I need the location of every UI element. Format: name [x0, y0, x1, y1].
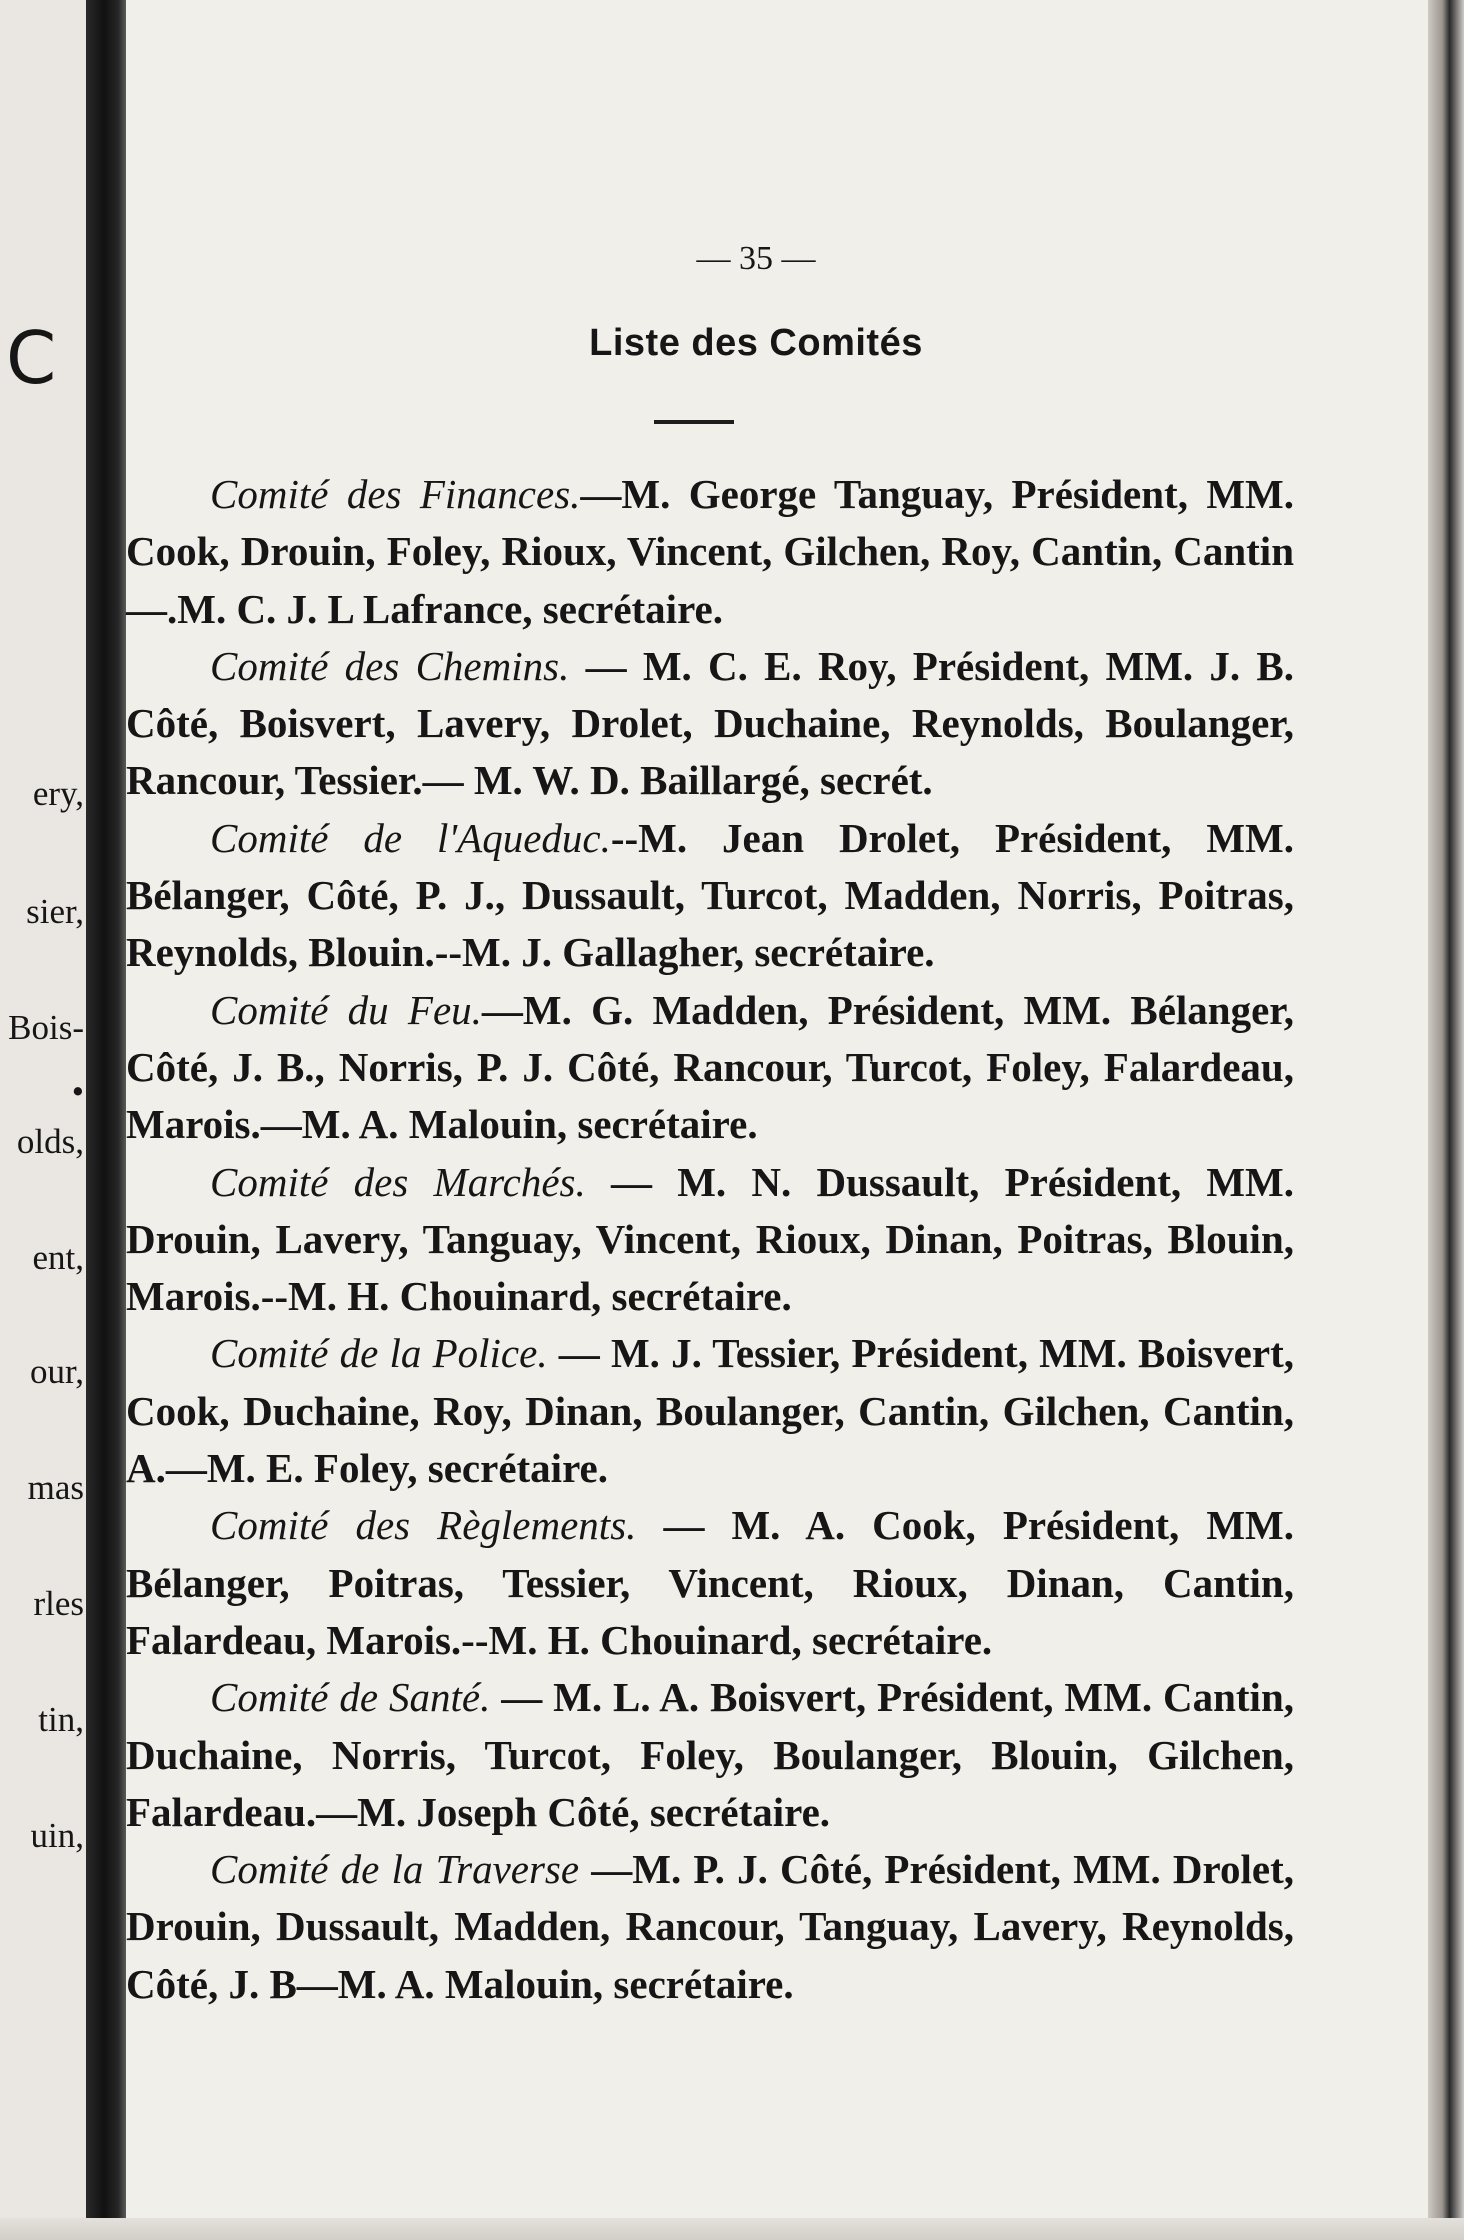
committee-name: Comité de Santé.: [210, 1674, 491, 1721]
committee-members: —M. G. Madden, Président, MM. Bélanger, Côté, J. B., Norris, P. J. Côté, Rancour, Turcot, Foley, Falardeau, Marois.—M. A. Malouin, secrétaire.: [126, 986, 1294, 1148]
left-page-fragment: uin,: [30, 1816, 84, 1855]
committee-members: — M. N. Dussault, Président, MM. Drouin, Lavery, Tanguay, Vincent, Rioux, Dinan, Poitras, Blouin, Marois.--M. H. Chouinard, secrétaire.: [126, 1158, 1294, 1320]
committee-name: Comité de l'Aqueduc.: [210, 814, 611, 861]
left-facing-page: [0, 0, 92, 2240]
committee-name: Comité de la Traverse: [210, 1846, 580, 1893]
committee-name: Comité du Feu.: [210, 986, 482, 1033]
right-page-edge: [1428, 0, 1464, 2240]
left-page-fragment: •: [71, 1072, 84, 1111]
main-page: [126, 0, 1428, 2240]
page-title: Liste des Comités: [589, 322, 923, 364]
committee-entry: [126, 638, 1294, 810]
left-page-fragment: ery,: [32, 774, 84, 813]
left-page-heading-fragment: C: [6, 316, 59, 400]
committee-list: [126, 466, 1294, 2013]
title-rule: [654, 420, 734, 424]
committee-entry: [126, 1154, 1294, 1326]
left-page-fragment: mas: [27, 1468, 84, 1507]
left-page-fragment: olds,: [16, 1122, 84, 1161]
committee-name: Comité des Marchés.: [210, 1158, 586, 1205]
left-page-fragment: rles: [33, 1584, 84, 1623]
committee-members: — M. A. Cook, Président, MM. Bélanger, Poitras, Tessier, Vincent, Rioux, Dinan, Cantin, Falardeau, Marois.--M. H. Chouinard, secrétaire.: [126, 1502, 1294, 1663]
committee-name: Comité des Chemins.: [210, 642, 570, 689]
left-page-fragment: Bois-: [8, 1008, 84, 1047]
page-number: — 35 —: [696, 240, 816, 277]
left-page-fragment: ent,: [32, 1238, 84, 1277]
committee-entry: [126, 1497, 1294, 1669]
committee-name: Comité des Finances.: [210, 471, 581, 517]
committee-members: — M. J. Tessier, Président, MM. Boisvert, Cook, Duchaine, Roy, Dinan, Boulanger, Cantin, Gilchen, Cantin, A.—M. E. Foley, secrétaire.: [126, 1330, 1294, 1492]
committee-entry: [126, 466, 1294, 638]
committee-entry: [126, 810, 1294, 982]
committee-members: — M. L. A. Boisvert, Président, MM. Cantin, Duchaine, Norris, Turcot, Foley, Boulanger, Blouin, Gilchen, Falardeau.—M. Joseph Côté, secrétaire.: [126, 1674, 1294, 1835]
book-gutter-shadow: [86, 0, 126, 2240]
left-page-fragment: tin,: [38, 1700, 84, 1739]
committee-entry: [126, 1841, 1294, 2013]
committee-name: Comité de la Police.: [210, 1330, 548, 1377]
left-page-fragment: our,: [29, 1352, 84, 1391]
bottom-page-edge: [0, 2218, 1464, 2240]
committee-entry: [126, 1325, 1294, 1497]
committee-entry: [126, 982, 1294, 1154]
committee-members: --M. Jean Drolet, Président, MM. Bélanger, Côté, P. J., Dussault, Turcot, Madden, Norris, Poitras, Reynolds, Blouin.--M. J. Gallagher, secrétaire.: [126, 814, 1295, 976]
committee-name: Comité des Règlements.: [210, 1502, 637, 1549]
committee-entry: [126, 1669, 1294, 1841]
left-page-fragment: sier,: [26, 892, 84, 931]
committee-members: — M. C. E. Roy, Président, MM. J. B. Côté, Boisvert, Lavery, Drolet, Duchaine, Reynolds, Boulanger, Rancour, Tessier.— M. W. D. Baillargé, secrét.: [126, 642, 1294, 804]
committee-members: —M. George Tanguay, Président, MM. Cook, Drouin, Foley, Rioux, Vincent, Gilchen, Roy, Cantin, Cantin—.M. C. J. L Lafrance, secrétaire.: [126, 471, 1294, 632]
committee-members: —M. P. J. Côté, Président, MM. Drolet, Drouin, Dussault, Madden, Rancour, Tanguay, Lavery, Reynolds, Côté, J. B—M. A. Malouin, secrétaire.: [126, 1846, 1294, 2007]
